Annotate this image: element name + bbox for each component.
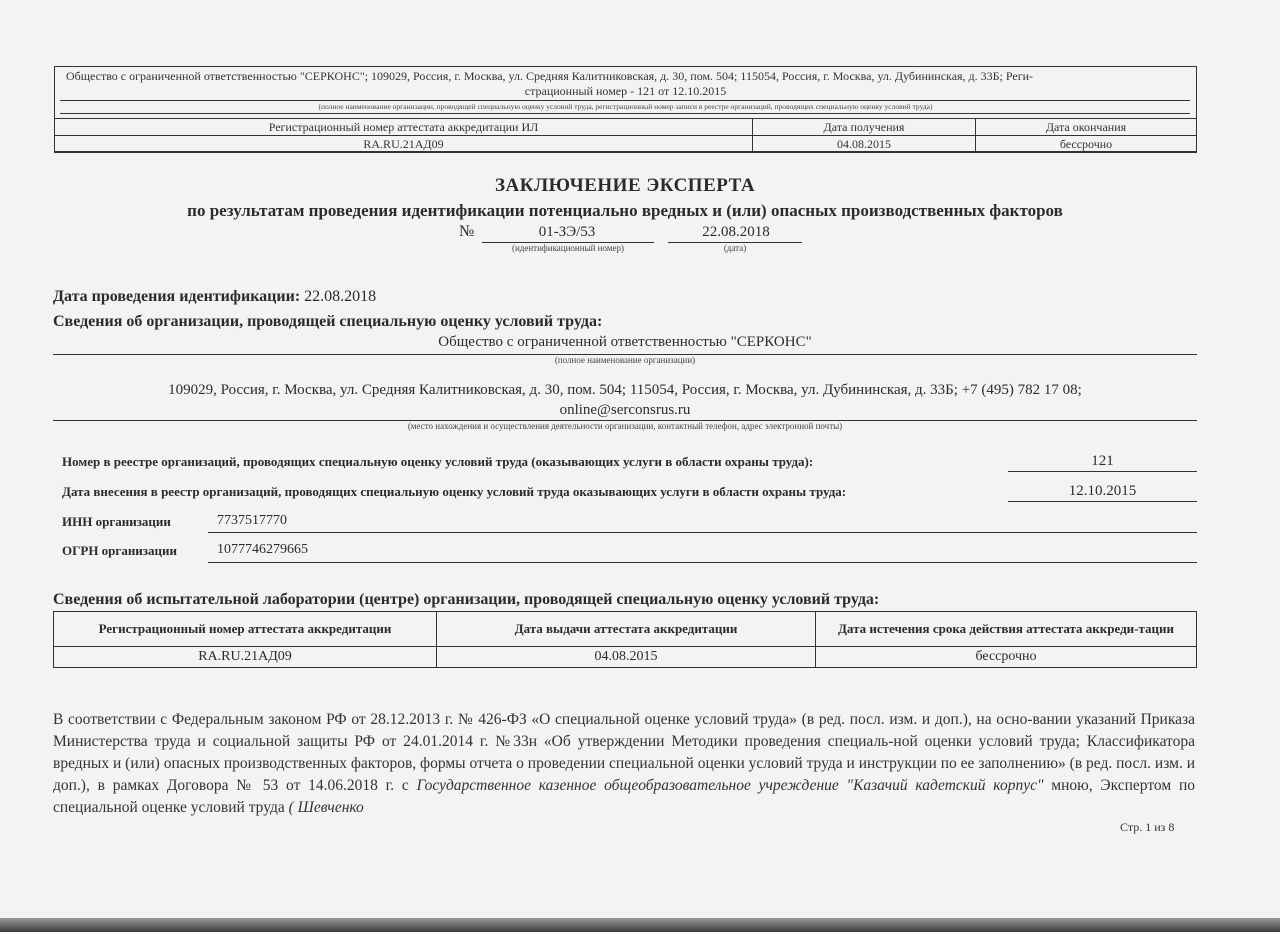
header-col2-head: Дата получения: [753, 119, 976, 136]
doc-number-caption: (идентификационный номер): [511, 243, 625, 253]
registry-date-value: 12.10.2015: [1068, 483, 1137, 499]
body-text-2: мною, Экспертом по специальной оценке условий труда: [53, 777, 1195, 816]
body-text-1: В соответствии с Федеральным законом РФ от 28.12.2013 г. № 426-ФЗ «О специальной оценке условий труда» (в ред. посл. изм. и доп.), на осно-вании указаний Приказа Министерства труда и социальной защиты РФ от 24.01.2014 г. №33н «Об утверждении Методики проведения специаль-ной оценки условий труда; Классификатора вредных и (или) опасных производственных факторов, формы отчета о проведении специальной оценки условий труда и инструкции по ее заполнению» (в ред. посл. изм. и доп.), в рамках Договора № 53 от 14.06.2018 г. с: [53, 711, 1195, 794]
body-paragraph: [53, 709, 1195, 819]
body-client: Государственное казенное общеобразовательное учреждение "Казачий кадетский корпус": [416, 777, 1044, 794]
ident-date-row: [53, 288, 376, 306]
doc-title: ЗАКЛЮЧЕНИЕ ЭКСПЕРТА: [494, 175, 756, 196]
header-org-caption: (полное наименование организации, проводящей специальную оценку условий труда, регистрационный номер записи в реестре организаций, проводящих специальную оценку условий труда): [318, 102, 933, 111]
org-name-caption: (полное наименование организации): [554, 355, 696, 365]
lab-col1-value: RA.RU.21АД09: [54, 647, 437, 668]
lab-col2-head: Дата выдачи аттестата аккредитации: [437, 612, 816, 647]
doc-number: 01-ЗЭ/53: [538, 224, 596, 240]
number-sign: №: [459, 223, 475, 240]
registry-number-value: 121: [1091, 453, 1114, 469]
header-org-line1: Общество с ограниченной ответственностью "СЕРКОНС"; 109029, Россия, г. Москва, ул. Средняя Калитниковская, д. 30, пом. 504; 115054, Россия, г. Москва, ул. Дубининская, д. 33Б; Реги-: [66, 69, 1034, 83]
org-email: online@serconsrus.ru: [559, 402, 691, 418]
lab-col2-value: 04.08.2015: [437, 647, 816, 668]
page-number: Стр. 1 из 8: [1120, 820, 1175, 834]
org-name: Общество с ограниченной ответственностью "СЕРКОНС": [438, 334, 812, 350]
lab-col3-value: бессрочно: [816, 647, 1197, 668]
org-address-caption: (место нахождения и осуществления деятельности организации, контактный телефон, адрес электронной почты): [407, 421, 843, 431]
doc-date-caption: (дата): [723, 243, 747, 253]
header-col3-head: Дата окончания: [976, 119, 1197, 136]
org-heading: Сведения об организации, проводящей специальную оценку условий труда:: [53, 313, 603, 330]
header-accreditation-table: [54, 118, 1197, 153]
header-col1-value: RA.RU.21АД09: [55, 136, 753, 153]
header-col2-value: 04.08.2015: [753, 136, 976, 153]
body-expert: ( Шевченко: [288, 799, 364, 816]
doc-date: 22.08.2018: [702, 224, 770, 240]
ogrn-label: ОГРН организации: [62, 543, 177, 558]
header-col3-value: бессрочно: [976, 136, 1197, 153]
lab-col3-head: Дата истечения срока действия аттестата аккреди-тации: [816, 612, 1197, 647]
lab-heading: Сведения об испытательной лаборатории (центре) организации, проводящей специальную оценку условий труда:: [53, 591, 880, 608]
inn-value: 7737517770: [217, 513, 287, 528]
doc-subtitle: по результатам проведения идентификации потенциально вредных и (или) опасных производственных факторов: [187, 201, 1063, 220]
lab-accreditation-table: [53, 611, 1197, 668]
ident-date-label: Дата проведения идентификации:: [53, 288, 301, 305]
header-org-line2: страционный номер - 121 от 12.10.2015: [524, 84, 727, 98]
scan-edge: [0, 918, 1280, 932]
lab-col1-head: Регистрационный номер аттестата аккредитации: [54, 612, 437, 647]
registry-date-label: Дата внесения в реестр организаций, проводящих специальную оценку условий труда оказывающих услуги в области охраны труда:: [62, 484, 847, 499]
registry-number-label: Номер в реестре организаций, проводящих специальную оценку условий труда (оказывающих услуги в области охраны труда):: [62, 454, 814, 469]
ogrn-value: 1077746279665: [217, 542, 308, 557]
org-address: 109029, Россия, г. Москва, ул. Средняя Калитниковская, д. 30, пом. 504; 115054, Россия, г. Москва, ул. Дубининская, д. 33Б; +7 (495) 782 17 08;: [168, 382, 1082, 398]
header-col1-head: Регистрационный номер аттестата аккредитации ИЛ: [55, 119, 753, 136]
inn-label: ИНН организации: [62, 514, 171, 529]
ident-date-value: 22.08.2018: [304, 288, 377, 305]
